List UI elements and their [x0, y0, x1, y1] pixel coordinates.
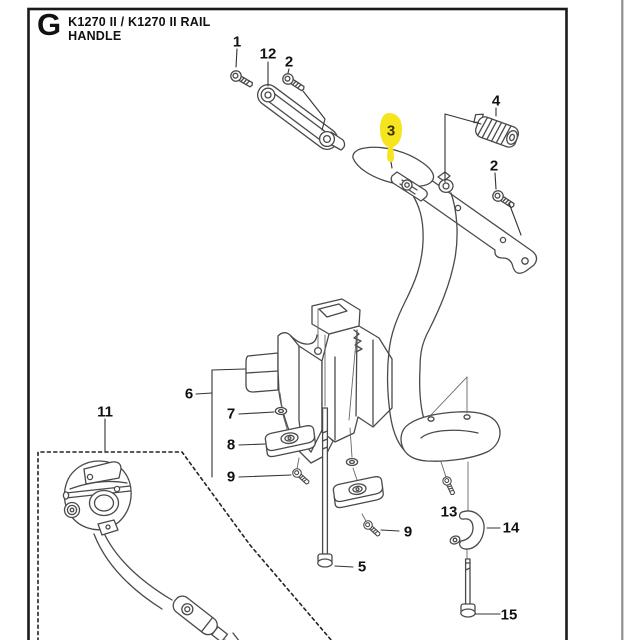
section-letter: G [37, 7, 62, 42]
screw-1 [229, 69, 255, 90]
callout-6[interactable]: 6 [184, 385, 194, 403]
page-title [68, 12, 210, 43]
callout-13[interactable]: 13 [440, 503, 458, 521]
callout-1[interactable]: 1 [232, 33, 242, 51]
callout-11[interactable]: 11 [97, 403, 113, 421]
callout-12[interactable]: 12 [259, 45, 277, 63]
callout-15[interactable]: 15 [500, 606, 518, 624]
callout-14[interactable]: 14 [502, 519, 520, 537]
throttle-control-assembly-11 [63, 461, 243, 640]
callout-2-right[interactable]: 2 [489, 157, 499, 175]
callout-2-left[interactable]: 2 [284, 53, 294, 71]
screw-2-left [281, 72, 307, 94]
damper-pad-right [332, 476, 384, 508]
spring-coupling-4 [469, 112, 521, 149]
callout-9-right[interactable]: 9 [403, 523, 413, 541]
callout-9-left[interactable]: 9 [226, 468, 236, 486]
section-header [37, 7, 211, 43]
title-line-2: HANDLE [68, 29, 122, 43]
screw-13 [441, 475, 457, 496]
callout-8[interactable]: 8 [226, 436, 236, 454]
bolt-15 [461, 559, 475, 617]
handle-bracket-12 [261, 88, 344, 150]
washer-7 [275, 408, 286, 415]
callout-7[interactable]: 7 [226, 405, 236, 423]
screw-2-right [491, 189, 517, 211]
callout-3-highlighted[interactable]: 3 [386, 122, 396, 140]
callout-5[interactable]: 5 [357, 558, 367, 576]
washer-right [346, 459, 357, 466]
screw-9-left [291, 467, 311, 486]
title-line-1: K1270 II / K1270 II RAIL [68, 15, 211, 29]
screw-9-right [362, 519, 382, 538]
callout-4[interactable]: 4 [491, 92, 501, 110]
